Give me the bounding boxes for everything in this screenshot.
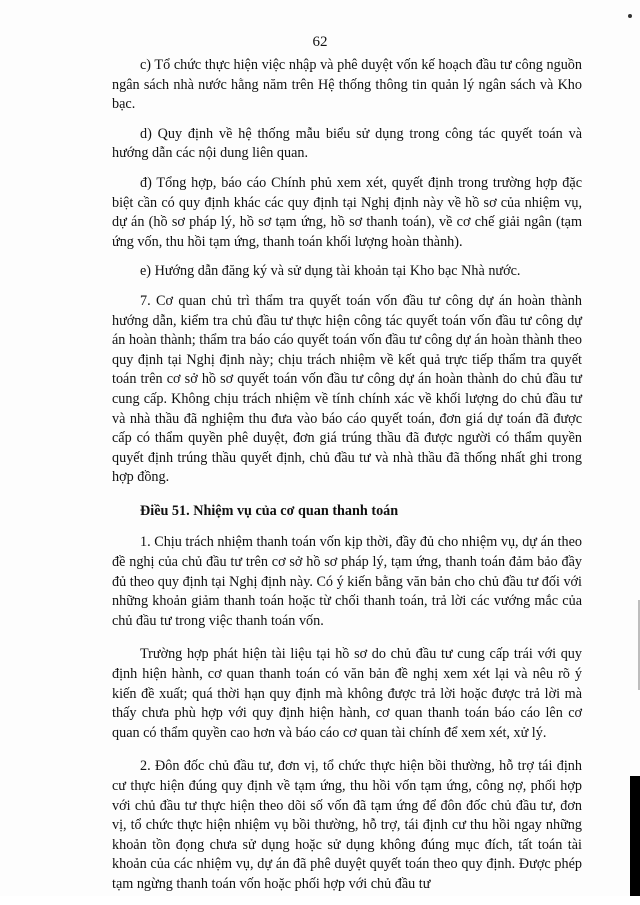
paragraph-c: c) Tổ chức thực hiện việc nhập và phê duyệt vốn kế hoạch đầu tư công nguồn ngân sách nhà nước hằng năm trên Hệ thống thông tin quản lý ngân sách và Kho bạc. (112, 57, 582, 113)
document-body (112, 56, 582, 905)
paragraph-7: 7. Cơ quan chủ trì thẩm tra quyết toán vốn đầu tư công dự án hoàn thành hướng dẫn, kiểm tra chủ đầu tư thực hiện công tác quyết toán vốn đầu tư công dự án hoàn thành; thẩm tra báo cáo quyết toán vốn đầu tư công dự án hoàn thành theo quy định tại Nghị định này; chịu trách nhiệm về kết quả trực tiếp thẩm tra quyết toán trên cơ sở hồ sơ quyết toán vốn đầu tư công dự án hoàn thành do chủ đầu tư cung cấp. Không chịu trách nhiệm về tính chính xác về khối lượng do chủ đầu tư và nhà thầu đã nghiệm thu đưa vào báo cáo quyết toán, đơn giá dự toán đã được cấp có thẩm quyền phê duyệt, đơn giá trúng thầu đã được người có thẩm quyền quyết định trúng thầu quyết định, chủ đầu tư và nhà thầu đã thống nhất ghi trong hợp đồng. (112, 292, 582, 486)
article-paragraph-1: 1. Chịu trách nhiệm thanh toán vốn kịp thời, đầy đủ cho nhiệm vụ, dự án theo đề nghị của chủ đầu tư trên cơ sở hồ sơ pháp lý, tạm ứng, thanh toán đảm bảo đầy đủ theo quy định tại Nghị định này. Có ý kiến bằng văn bản cho chủ đầu tư đối với những khoản giảm thanh toán hoặc từ chối thanh toán, trả lời các vướng mắc của chủ đầu tư trong việc thanh toán vốn. (112, 534, 582, 629)
page-number: 62 (312, 34, 328, 50)
article-paragraph-2: 2. Đôn đốc chủ đầu tư, đơn vị, tổ chức thực hiện bồi thường, hỗ trợ tái định cư thực hiện đúng quy định về tạm ứng, thu hồi vốn tạm ứng, công nợ, phối hợp với chủ đầu tư thực hiện theo dõi số vốn đã tạm ứng để đôn đốc chủ đầu tư, đơn vị, tổ chức thực hiện nhiệm vụ bồi thường, hỗ trợ, tái định cư thu hồi ngay những khoản tồn đọng chưa sử dụng hoặc sử dụng không đúng mục đích, tất toán tài khoản của các nhiệm vụ, dự án đã phê duyệt quyết toán theo quy định. Được phép tạm ngừng thanh toán vốn hoặc phối hợp với chủ đầu tư (112, 758, 582, 892)
scan-edge-bar (630, 776, 640, 896)
paragraph-e: e) Hướng dẫn đăng ký và sử dụng tài khoản tại Kho bạc Nhà nước. (140, 263, 521, 280)
article-heading: Điều 51. Nhiệm vụ của cơ quan thanh toán (140, 502, 399, 519)
paragraph-dd: đ) Tổng hợp, báo cáo Chính phủ xem xét, quyết định trong trường hợp đặc biệt cần có quy định khác các quy định tại Nghị định này về hồ sơ của nhiệm vụ, dự án (hồ sơ pháp lý, hồ sơ tạm ứng, hồ sơ thanh toán), về cơ chế giải ngân (tạm ứng vốn, thu hồi tạm ứng, thanh toán khối lượng hoàn thành). (112, 174, 582, 250)
article-paragraph-1-continued: Trường hợp phát hiện tài liệu tại hồ sơ do chủ đầu tư cung cấp trái với quy định hiện hành, cơ quan thanh toán có văn bản đề nghị xem xét lại và nêu rõ ý kiến đề xuất; quá thời hạn quy định mà không được trả lời hoặc được trả lời mà thấy chưa phù hợp với quy định hiện hành, cơ quan thanh toán báo cáo lên cơ quan có thẩm quyền cao hơn và báo cáo cơ quan tài chính để xem xét, xử lý. (112, 646, 582, 741)
paragraph-d: d) Quy định về hệ thống mẫu biểu sử dụng trong công tác quyết toán và hướng dẫn các nội dung liên quan. (112, 125, 582, 162)
scan-speck (628, 14, 632, 18)
